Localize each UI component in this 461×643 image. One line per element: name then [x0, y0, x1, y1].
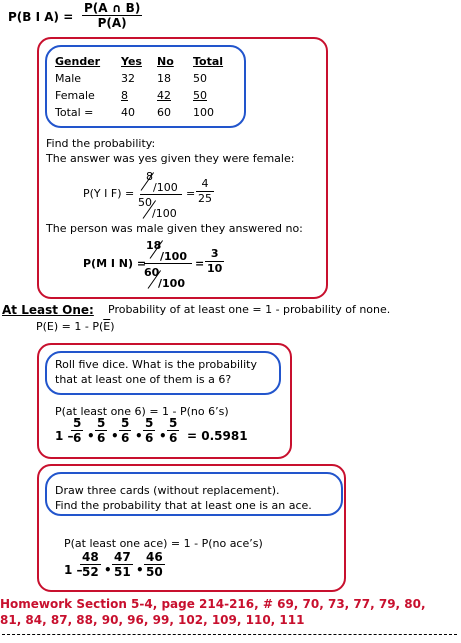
table-cell: 8 — [121, 88, 128, 102]
pyf-den-over: /100 — [152, 207, 177, 220]
at-least-one-heading: At Least One: — [2, 303, 94, 317]
pyf-den: 50 — [138, 196, 152, 209]
bottom-divider — [2, 634, 457, 635]
dice-frac-den: 6 — [97, 431, 106, 445]
pmn-result-den: 10 — [207, 262, 223, 275]
find-probability-label: Find the probability: — [46, 137, 156, 150]
cards-dot: • — [104, 563, 112, 577]
dice-frac-num: 5 — [145, 416, 154, 430]
dice-fraction — [71, 417, 83, 444]
header-total: Total — [193, 54, 224, 68]
cards-frac-num: 46 — [146, 550, 163, 564]
table-cell: 18 — [157, 71, 171, 85]
dice-frac-num: 5 — [73, 416, 82, 430]
header-yes: Yes — [121, 54, 142, 68]
table-cell: Total = — [55, 105, 94, 119]
table-cell: 60 — [157, 105, 171, 119]
dice-lead: 1 – — [55, 429, 74, 443]
cards-frac-den: 51 — [114, 565, 131, 579]
cards-fraction-1 — [80, 551, 101, 578]
table-header-row — [55, 53, 227, 70]
table-cell: 100 — [193, 105, 214, 119]
cards-frac-num: 47 — [114, 550, 131, 564]
cards-dot: • — [136, 563, 144, 577]
pmn-lhs: P(M I N) = — [83, 257, 147, 270]
question-male-given-no: The person was male given they answered no: — [46, 222, 303, 235]
dice-dot: • — [111, 429, 119, 443]
dice-frac-den: 6 — [73, 431, 82, 445]
dice-dot: • — [135, 429, 143, 443]
formula-lhs: P(B I A) = — [8, 10, 74, 24]
pmn-result — [205, 248, 224, 275]
dice-frac-num: 5 — [121, 416, 130, 430]
pyf-num-over: /100 — [153, 181, 178, 194]
cards-fraction-3 — [144, 551, 165, 578]
dice-fraction — [143, 417, 155, 444]
cards-lead: 1 – — [64, 563, 83, 577]
pmn-num: 18 — [146, 239, 162, 252]
formula-fraction — [82, 2, 142, 29]
dice-result: = 0.5981 — [187, 429, 248, 443]
homework-assignment — [0, 596, 426, 628]
cards-question-line2: Find the probability that at least one is an ace. — [55, 499, 312, 512]
complement-formula — [36, 320, 115, 333]
table-cell: Female — [55, 88, 95, 102]
cards-frac-den: 50 — [146, 565, 163, 579]
header-gender: Gender — [55, 54, 101, 68]
dice-dot: • — [159, 429, 167, 443]
header-no: No — [157, 54, 174, 68]
dice-frac-den: 6 — [145, 431, 154, 445]
dice-frac-num: 5 — [169, 416, 178, 430]
dice-question-line2: that at least one of them is a 6? — [55, 373, 232, 386]
cards-fraction-2 — [112, 551, 133, 578]
formula-denominator: P(A) — [97, 16, 127, 30]
complement-lhs: P(E) = 1 - P( — [36, 320, 104, 333]
table-cell: 32 — [121, 71, 135, 85]
pmn-result-num: 3 — [210, 247, 219, 260]
dice-frac-den: 6 — [169, 431, 178, 445]
cards-question-line1: Draw three cards (without replacement). — [55, 484, 280, 497]
pyf-result-num: 4 — [201, 177, 209, 190]
formula-numerator: P(A ∩ B) — [84, 1, 141, 15]
dice-frac-den: 6 — [121, 431, 130, 445]
table-cell: 50 — [193, 88, 207, 102]
question-yes-given-female: The answer was yes given they were female: — [46, 152, 295, 165]
gender-table — [55, 53, 227, 121]
dice-formula: P(at least one 6) = 1 - P(no 6’s) — [55, 405, 229, 418]
pyf-result — [196, 178, 214, 205]
homework-line-1: Homework Section 5-4, page 214-216, # 69, 70, 73, 77, 79, 80, — [0, 597, 426, 611]
table-cell: 40 — [121, 105, 135, 119]
pmn-equals: = — [195, 257, 205, 270]
pmn-den: 60 — [144, 266, 160, 279]
table-cell: Male — [55, 71, 82, 85]
table-cell: 50 — [193, 71, 207, 85]
table-row — [55, 70, 227, 87]
dice-frac-num: 5 — [97, 416, 106, 430]
table-row — [55, 87, 227, 104]
homework-line-2: 81, 84, 87, 88, 90, 96, 99, 102, 109, 110, 111 — [0, 613, 305, 627]
complement-close: ) — [110, 320, 115, 333]
pmn-num-over: /100 — [160, 250, 187, 263]
table-row — [55, 104, 227, 121]
cards-frac-den: 52 — [82, 565, 99, 579]
dice-fraction — [119, 417, 131, 444]
pmn-den-over: /100 — [158, 277, 185, 290]
pyf-result-den: 25 — [198, 192, 212, 205]
at-least-one-description: Probability of at least one = 1 - probability of none. — [108, 303, 391, 316]
pyf-equals: = — [186, 187, 196, 200]
complement-e-bar: $\overline{E}$ — [103, 320, 111, 333]
pyf-num: 8 — [146, 170, 153, 183]
cards-formula: P(at least one ace) = 1 - P(no ace’s) — [64, 537, 263, 550]
dice-question-line1: Roll five dice. What is the probability — [55, 358, 257, 371]
dice-dot: • — [87, 429, 95, 443]
table-cell: 42 — [157, 88, 171, 102]
dice-fraction — [95, 417, 107, 444]
cards-frac-num: 48 — [82, 550, 99, 564]
pyf-lhs: P(Y I F) = — [83, 187, 135, 200]
dice-fraction — [167, 417, 179, 444]
